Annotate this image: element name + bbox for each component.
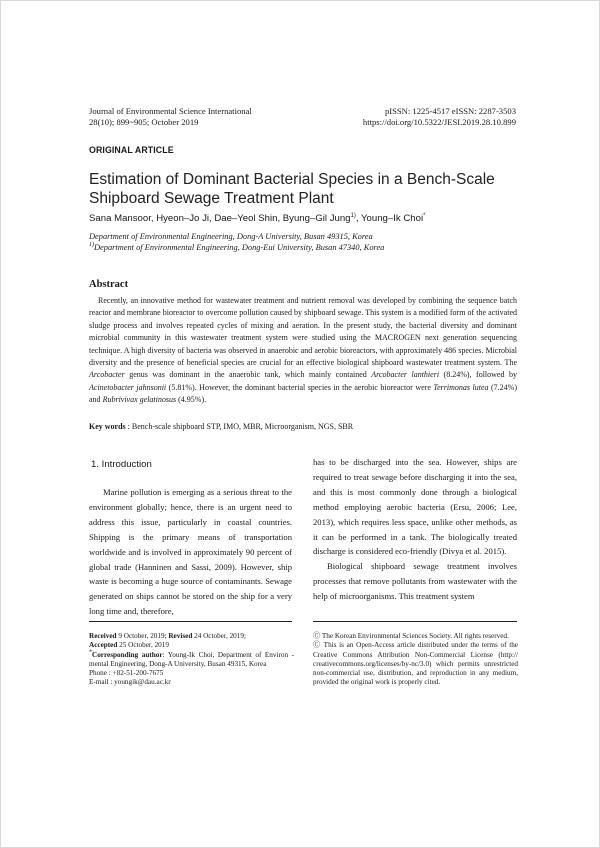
copyright-notice: Ⓒ The Korean Environmental Sciences Society. All rights reserved. xyxy=(313,632,509,640)
article-type: ORIGINAL ARTICLE xyxy=(89,145,174,155)
received-dates: Received 9 October, 2019; Revised 24 October, 2019; xyxy=(89,632,246,640)
journal-issue: 28(10); 899~905; October 2019 xyxy=(89,117,199,127)
left-column xyxy=(89,485,292,619)
intro-paragraph-1: Marine pollution is emerging as a serious threat to the environment globally; hence, there is an urgent need to address this issue, particularly in coastal countries. Shipping is the primary means of transportation worldwide and is involved in approximately 90 percent of global trade (Hanninen and Sassi, 2009). However, ship waste is becoming a huge source of contaminants. Sewage generated on ships cannot be stored on the ship for a very long time and, therefore, xyxy=(89,487,292,617)
species-name: Arcobacter lanthieri xyxy=(371,370,440,380)
footnote-left xyxy=(89,632,294,688)
article-title xyxy=(89,170,519,208)
corresponding-author: *Corresponding author: Young-Ik Choi, Department of Environ -mental Engineering, Dong-A University, Busan 49315, Korea xyxy=(89,649,294,668)
doi-link[interactable]: https://doi.org/10.5322/JESI.2019.28.10.899 xyxy=(362,117,516,127)
keywords-label: Key words xyxy=(89,422,126,431)
affiliations xyxy=(89,231,519,253)
title-line-1: Estimation of Dominant Bacterial Species in a Bench-Scale xyxy=(89,171,495,188)
author-names: Sana Mansoor, Hyeon–Jo Ji, Dae–Yeol Shin, Byung–Gil Jung xyxy=(89,213,351,224)
species-name: Arcobacter xyxy=(89,370,125,380)
issn-header xyxy=(301,106,516,128)
abstract-heading: Abstract xyxy=(89,279,129,290)
journal-header xyxy=(89,106,319,128)
journal-name: Journal of Environmental Science International xyxy=(89,106,252,116)
author-sup-1: 1) xyxy=(350,212,356,219)
intro-paragraph-3: Biological shipboard sewage treatment involves processes that remove pollutants from wastewater with the help of microorganisms. This treatment system xyxy=(313,561,517,602)
section-heading-introduction: 1. Introduction xyxy=(91,459,152,470)
footnote-rule-right xyxy=(313,621,517,622)
license-notice: Ⓒ This is an Open-Access article distributed under the terms of the Creative Commons Attribution Non-Commercial License (http:// creativecommons.org/licenses/by-nc/3.0) which permits unrestricted non-commercial use, distribution, and reproduction in any medium, provided the original work is properly cited. xyxy=(313,641,518,687)
species-name: Acinetobacter jahnsonii xyxy=(89,382,167,392)
email-link[interactable]: E-mail : youngik@dau.ac.kr xyxy=(89,678,171,687)
affiliation-1: Department of Environmental Engineering, Dong-A University, Busan 49315, Korea xyxy=(89,232,373,241)
accepted-date: Accepted 25 October, 2019 xyxy=(89,641,169,650)
author-last: , Young–Ik Choi xyxy=(355,213,424,224)
keywords xyxy=(89,421,519,432)
title-line-2: Shipboard Sewage Treatment Plant xyxy=(89,190,334,207)
right-column xyxy=(313,455,517,604)
affiliation-2: $^{1)}$Department of Environmental Engineering, Dong-Eui University, Busan 47340, Korea xyxy=(89,242,385,252)
phone: Phone : +82-51-200-7675 xyxy=(89,669,164,678)
species-name: Rubrivivax gelatinosus xyxy=(102,395,177,405)
footnote-rule-left xyxy=(89,621,292,622)
species-name: Terrimonas lutea xyxy=(433,382,489,392)
footnote-right xyxy=(313,632,518,688)
issn: pISSN: 1225-4517 eISSN: 2287-3503 xyxy=(384,106,516,116)
author-sup-2: * xyxy=(423,212,426,219)
author-list xyxy=(89,213,519,225)
abstract-body: Recently, an innovative method for wastewater treatment and nutrient removal was developed by combining the sequence batch reactor and membrane bioreactor to overcome pollution caused by shipboard sewage. This system is a modified form of the activated sludge process and involves repeated cycles of mixing and aeration. In the present study, the bacterial diversity and dominant microbial community in this wastewater treatment system were studied using the MACROGEN next generation sequencing technique. A high diversity of bacteria was observed in anaerobic and aerobic bioreactors, with approximately 486 species. Microbial diversity and the presence of beneficial species are crucial for an effective biological shipboard wastewater treatment system. The Arcobacter genus was dominant in the anaerobic tank, which mainly contained Arcobacter lanthieri (8.24%), followed by Acinetobacter jahnsonii (5.81%). However, the dominant bacterial species in the aerobic bioreactor were Terrimonas lutea (7.24%) and Rubrivivax gelatinosus (4.95%). xyxy=(89,296,517,405)
keywords-text: : Bench-scale shipboard STP, IMO, MBR, Microorganism, NGS, SBR xyxy=(125,422,354,431)
intro-paragraph-2: has to be discharged into the sea. However, ships are required to treat sewage before discharging it into the sea, and this is most commonly done through a biological method employing aerobic bacteria (Ersu, 2006; Lee, 2013), which requires less space, unlike other methods, as it can be performed in a tank. The biologically treated discharge is considered eco-friendly (Divya et al. 2015). xyxy=(313,457,517,557)
